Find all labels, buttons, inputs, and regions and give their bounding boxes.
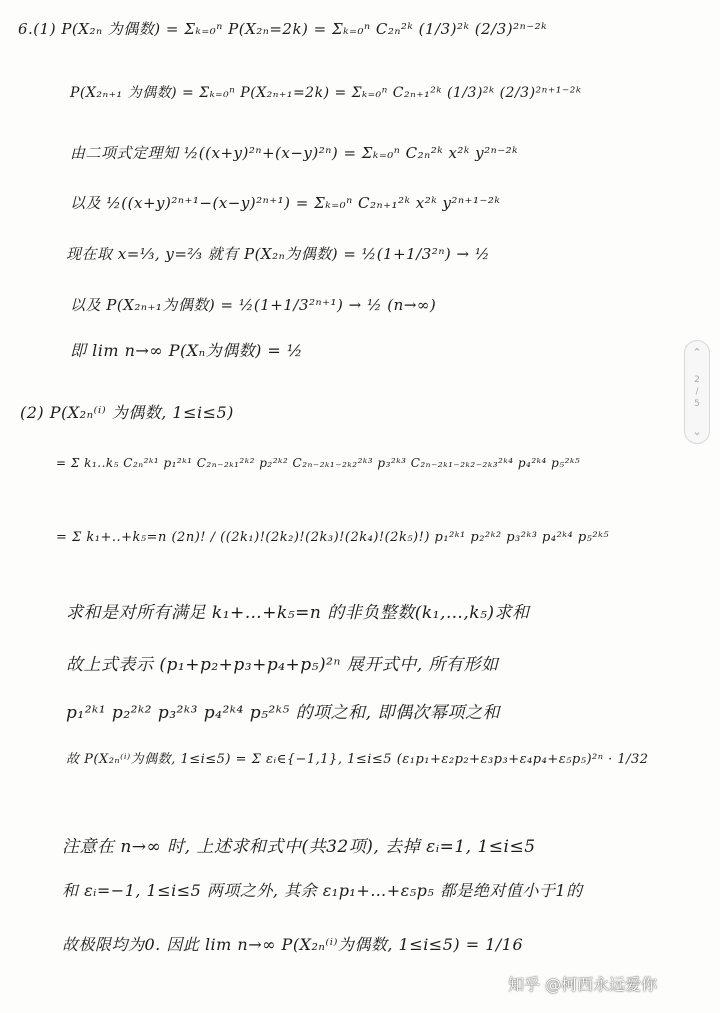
current-page: 2	[694, 375, 700, 385]
solution-line-7: 即 lim n→∞ P(Xₙ为偶数) = ½	[70, 341, 303, 360]
solution-line-6: 以及 P(X₂ₙ₊₁为偶数) = ½(1+1/3²ⁿ⁺¹) → ½ (n→∞)	[70, 296, 437, 314]
solution-line-5: 现在取 x=⅓, y=⅔ 就有 P(X₂ₙ为偶数) = ½(1+1/3²ⁿ) → ½	[66, 245, 490, 263]
page-separator: /	[695, 387, 699, 397]
solution-line-16: 和 εᵢ=−1, 1≤i≤5 两项之外, 其余 ε₁p₁+…+ε₅p₅ 都是绝对值小于1的	[62, 881, 583, 900]
solution-line-15: 注意在 n→∞ 时, 上述求和式中(共32项), 去掉 εᵢ=1, 1≤i≤5	[62, 837, 536, 857]
solution-line-14: 故 P(X₂ₙ⁽ⁱ⁾为偶数, 1≤i≤5) = Σ εᵢ∈{−1,1}, 1≤i≤5 (ε₁p₁+ε₂p₂+ε₃p₃+ε₄p₄+ε₅p₅)²ⁿ · 1/32	[66, 752, 649, 767]
total-pages: 5	[694, 399, 700, 409]
zhihu-watermark: 知乎 @柯西永远爱你	[508, 975, 658, 994]
solution-line-9: = Σ k₁..k₅ C₂ₙ²ᵏ¹ p₁²ᵏ¹ C₂ₙ₋₂ₖ₁²ᵏ² p₂²ᵏ² C₂ₙ₋₂ₖ₁₋₂ₖ₂²ᵏ³ p₃²ᵏ³ C₂ₙ₋₂ₖ₁₋₂ₖ₂₋₂ₖ₃²ᵏ⁴ p₄²ᵏ⁴ p₅²ᵏ⁵	[56, 456, 581, 470]
solution-line-4: 以及 ½((x+y)²ⁿ⁺¹−(x−y)²ⁿ⁺¹) = Σₖ₌₀ⁿ C₂ₙ₊₁²ᵏ x²ᵏ y²ⁿ⁺¹⁻²ᵏ	[70, 194, 501, 212]
solution-line-12: 故上式表示 (p₁+p₂+p₃+p₄+p₅)²ⁿ 展开式中, 所有形如	[66, 655, 499, 675]
page-indicator	[694, 374, 700, 410]
solution-line-8: (2) P(X₂ₙ⁽ⁱ⁾ 为偶数, 1≤i≤5)	[20, 403, 234, 422]
page-navigator	[684, 340, 710, 444]
solution-line-1: 6.(1) P(X₂ₙ 为偶数) = Σₖ₌₀ⁿ P(X₂ₙ=2k) = Σₖ₌₀ⁿ C₂ₙ²ᵏ (1/3)²ᵏ (2/3)²ⁿ⁻²ᵏ	[18, 20, 548, 38]
solution-line-13: p₁²ᵏ¹ p₂²ᵏ² p₃²ᵏ³ p₄²ᵏ⁴ p₅²ᵏ⁵ 的项之和, 即偶次幂项之和	[66, 703, 500, 723]
chevron-down-icon[interactable]: ⌄	[692, 425, 702, 438]
solution-line-11: 求和是对所有满足 k₁+…+k₅=n 的非负整数(k₁,…,k₅)求和	[66, 603, 530, 623]
solution-line-17: 故极限均为0. 因此 lim n→∞ P(X₂ₙ⁽ⁱ⁾为偶数, 1≤i≤5) = 1/16	[62, 935, 524, 954]
solution-line-2: P(X₂ₙ₊₁ 为偶数) = Σₖ₌₀ⁿ P(X₂ₙ₊₁=2k) = Σₖ₌₀ⁿ C₂ₙ₊₁²ᵏ (1/3)²ᵏ (2/3)²ⁿ⁺¹⁻²ᵏ	[70, 85, 582, 101]
solution-line-3: 由二项式定理知 ½((x+y)²ⁿ+(x−y)²ⁿ) = Σₖ₌₀ⁿ C₂ₙ²ᵏ x²ᵏ y²ⁿ⁻²ᵏ	[70, 144, 519, 162]
chevron-up-icon[interactable]: ⌃	[692, 346, 702, 359]
solution-line-10: = Σ k₁+..+k₅=n (2n)! / ((2k₁)!(2k₂)!(2k₃)!(2k₄)!(2k₅)!) p₁²ᵏ¹ p₂²ᵏ² p₃²ᵏ³ p₄²ᵏ⁴ p₅²ᵏ⁵	[56, 530, 610, 545]
